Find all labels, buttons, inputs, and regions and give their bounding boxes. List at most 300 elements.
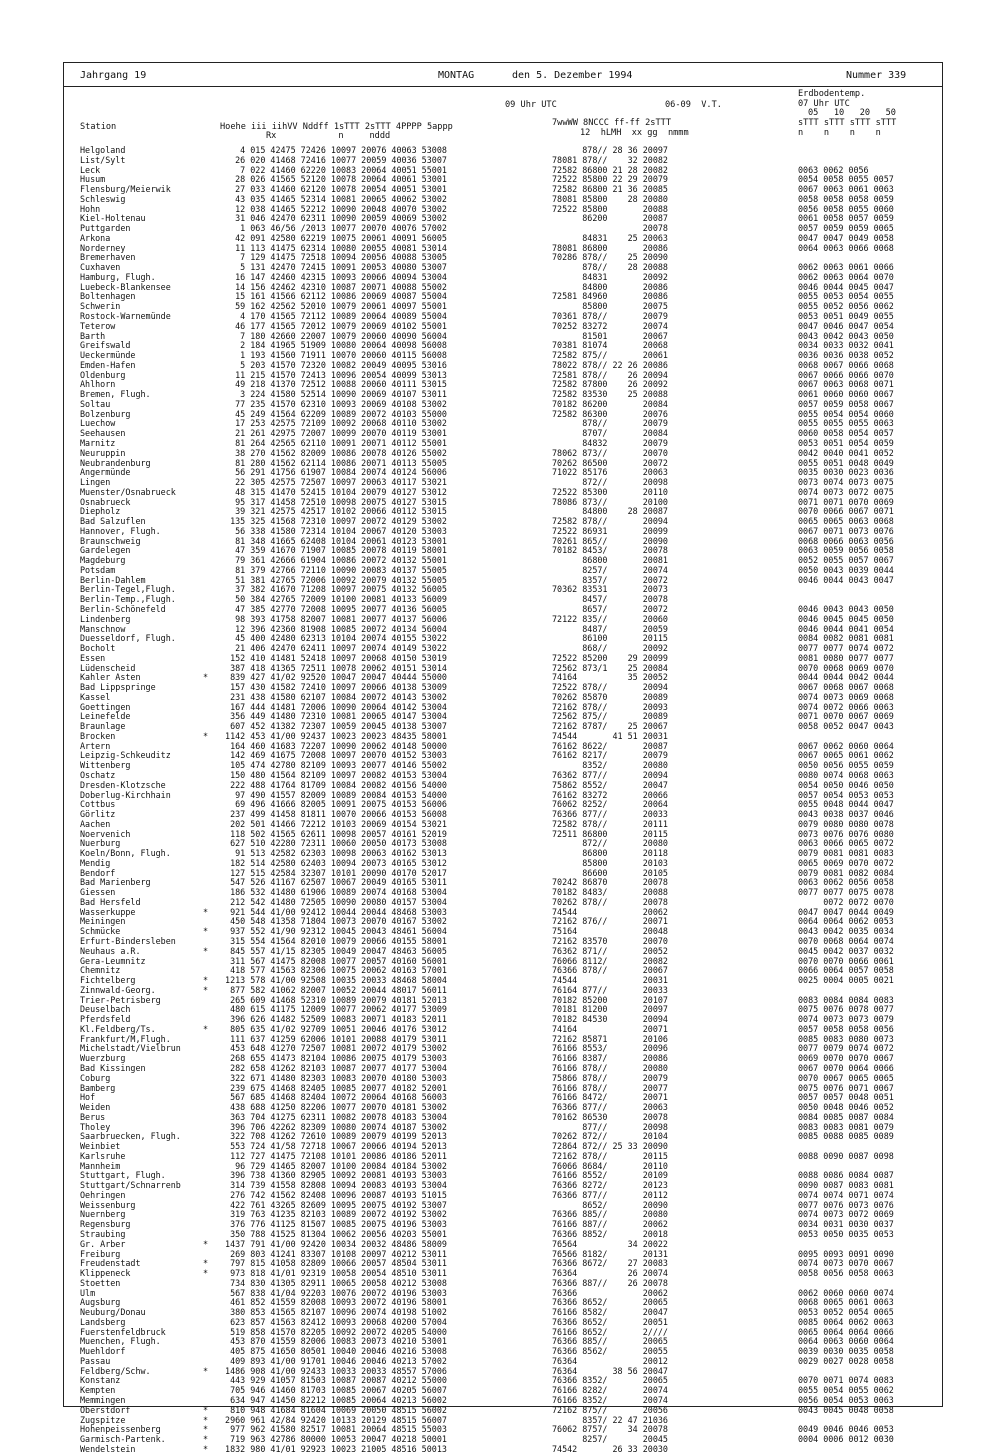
soil-values: 0043 0045 0048 0058 xyxy=(798,1404,894,1415)
soil-values: 0088 0086 0084 0087 xyxy=(798,1170,894,1181)
soil-values: 0067 0070 0064 0066 xyxy=(798,1062,894,1073)
soil-values: 0080 0074 0068 0063 xyxy=(798,770,894,780)
station-name: Teterow xyxy=(80,320,116,331)
synop-values: 567 685 41468 82404 10072 20064 40168 56003 xyxy=(220,1092,447,1103)
soil-values: 0084 0082 0081 0081 xyxy=(798,633,894,644)
synop-values: 38 270 41562 82009 10086 20078 40126 55002 xyxy=(220,447,447,458)
synop-values: 409 893 41/00 91701 10046 20046 40213 57002 xyxy=(220,1355,447,1366)
soil-values: 0055 0055 0055 0063 xyxy=(798,418,894,429)
synop-values: 105 474 42780 82109 10093 20077 40146 55002 xyxy=(220,760,447,771)
station-name: Emden-Hafen xyxy=(80,359,136,370)
soil-values: 0043 0038 0037 0046 xyxy=(798,809,894,820)
obs-values: 72522 85800 22 29 20079 xyxy=(552,174,668,185)
soil-values: 0046 0043 0043 0050 xyxy=(798,603,894,614)
synop-values: 59 162 42562 52010 10079 20061 40097 55001 xyxy=(220,301,447,312)
station-name: Osnabrueck xyxy=(80,496,131,507)
soil-values: 0025 0004 0005 0021 xyxy=(798,975,894,986)
synop-values: 112 727 41475 72108 10101 20086 40186 52011 xyxy=(220,1150,447,1161)
synop-values: 37 382 41670 71208 10097 20075 40132 56005 xyxy=(220,584,447,595)
obs-values: 76366 877// 20112 xyxy=(552,1189,668,1200)
synop-values: 50 384 42765 72009 10100 20081 40133 56009 xyxy=(220,594,447,605)
station-flag xyxy=(203,1376,213,1386)
soil-values: 0071 0070 0067 0069 xyxy=(798,711,894,722)
issue-number: Nummer 339 xyxy=(846,70,907,81)
obs-values: 76166 878// 20077 xyxy=(552,1082,668,1093)
obs-values: 72522 85300 20110 xyxy=(552,486,668,497)
station-flag xyxy=(203,478,213,488)
station-flag: * xyxy=(203,984,209,995)
station-name: Weiden xyxy=(80,1102,111,1113)
synop-values: 1 193 41560 71911 10070 20060 40115 56008 xyxy=(220,350,447,361)
station-flag xyxy=(203,556,213,566)
station-flag xyxy=(203,1337,213,1347)
soil-values xyxy=(798,1445,938,1455)
station-flag xyxy=(203,468,213,478)
station-flag xyxy=(203,1328,213,1338)
station-flag xyxy=(203,1318,213,1328)
obs-values: 72162 8787/ 25 20067 xyxy=(552,721,668,732)
station-name: Wendelstein xyxy=(80,1443,136,1454)
soil-values: 0070 0071 0074 0083 xyxy=(798,1375,894,1386)
soil-values: 0067 0063 0061 0063 xyxy=(798,184,894,195)
station-name: Norderney xyxy=(80,242,126,253)
station-flag xyxy=(203,1220,213,1230)
obs-values: 76366 8652/ 20065 xyxy=(552,1297,668,1308)
station-flag xyxy=(203,849,213,859)
obs-values: 70182 84530 20094 xyxy=(552,1014,668,1025)
synop-values: 14 156 42462 42310 10087 20071 40088 55002 xyxy=(220,281,447,292)
soil-values: 0064 0064 0062 0053 xyxy=(798,916,894,927)
synop-values: 135 325 41568 72310 10097 20072 40129 53002 xyxy=(220,516,447,527)
synop-subheader: Rx n nddd xyxy=(266,131,391,141)
synop-values: 7 180 42660 22007 10079 20060 40090 56004 xyxy=(220,330,447,341)
station-name: Feldberg/Schw. xyxy=(80,1365,151,1376)
synop-values: 705 946 41460 81703 10085 20067 40205 56007 xyxy=(220,1385,447,1396)
soil-values: 0058 0052 0047 0043 xyxy=(798,721,894,732)
station-flag xyxy=(203,1201,213,1211)
station-flag xyxy=(203,1044,213,1054)
obs-values: 76366 877// 20033 xyxy=(552,809,668,820)
station-flag xyxy=(203,625,213,635)
station-name: Schleswig xyxy=(80,193,126,204)
obs-values: 76366 8672/ 27 20083 xyxy=(552,1258,668,1269)
station-name: Klippeneck xyxy=(80,1268,131,1279)
station-name: Bad Marienberg xyxy=(80,877,151,888)
soil-values: 0067 0062 0060 0064 xyxy=(798,740,894,751)
station-name: Freiburg xyxy=(80,1248,121,1259)
soil-time-header: 07 Uhr UTC xyxy=(798,99,850,109)
soil-values: 0062 0063 0064 0070 xyxy=(798,271,894,282)
synop-values: 182 514 42580 62403 10094 20073 40165 53012 xyxy=(220,857,447,868)
station-name: Kiel-Holtenau xyxy=(80,213,146,224)
year-label: Jahrgang 19 xyxy=(80,70,147,81)
obs-values: 72582 83530 25 20088 xyxy=(552,389,668,400)
obs-values: 8257/ 20074 xyxy=(552,564,668,575)
soil-values: 0034 0033 0032 0041 xyxy=(798,340,894,351)
station-name: Lindenberg xyxy=(80,613,131,624)
station-flag xyxy=(203,205,213,215)
soil-values: 0070 0068 0064 0074 xyxy=(798,936,894,947)
station-name: Leinefelde xyxy=(80,711,131,722)
station-flag: * xyxy=(203,1404,209,1415)
soil-values: 0063 0066 0065 0072 xyxy=(798,838,894,849)
station-name: Bolzenburg xyxy=(80,408,131,419)
synop-values: 237 499 41458 81811 10070 20066 40153 56008 xyxy=(220,809,447,820)
soil-values: 0056 0054 0053 0063 xyxy=(798,1395,894,1405)
obs-values: 76166 887// 20062 xyxy=(552,1219,668,1230)
soil-values: 0050 0056 0055 0059 xyxy=(798,760,894,771)
station-name: Memmingen xyxy=(80,1395,126,1405)
station-flag xyxy=(203,585,213,595)
soil-values: 0055 0053 0054 0055 xyxy=(798,291,894,302)
synop-columns-header: Hoehe iii iihVV Nddff 1sTTT 2sTTT 4PPPP 5appp xyxy=(220,122,453,132)
station-flag xyxy=(203,537,213,547)
station-name: Bad Kissingen xyxy=(80,1062,146,1073)
period-header: 06-09 V.T. xyxy=(665,100,722,110)
synop-values: 623 857 41563 82412 10093 20068 40200 57004 xyxy=(220,1316,447,1327)
station-name: Fuerstenfeldbruck xyxy=(80,1326,166,1337)
station-flag xyxy=(203,166,213,176)
station-name: Husum xyxy=(80,174,106,185)
station-flag xyxy=(203,693,213,703)
station-name: Berlin-Temp.,Flugh. xyxy=(80,594,176,605)
station-name: Frankfurt/M,Flugh. xyxy=(80,1033,171,1044)
synop-values: 17 253 42575 72109 10092 20068 40110 53002 xyxy=(220,418,447,429)
station-name: Duesseldorf, Flugh. xyxy=(80,633,176,644)
station-name: Ulm xyxy=(80,1287,96,1298)
obs-values: 70262 872// 20104 xyxy=(552,1131,668,1142)
station-flag xyxy=(203,576,213,586)
obs-values: 78081 878// 32 20082 xyxy=(552,154,668,165)
soil-values: 0053 0051 0054 0059 xyxy=(798,437,894,448)
soil-values: 0064 0063 0060 0064 xyxy=(798,1336,894,1347)
obs-values: 70252 83272 20074 xyxy=(552,320,668,331)
station-flag xyxy=(203,185,213,195)
soil-values: 0053 0050 0035 0053 xyxy=(798,1228,894,1239)
station-flag: * xyxy=(203,1268,209,1279)
soil-columns-header: sTTT sTTT sTTT sTTT xyxy=(798,118,897,128)
obs-values: 72581 84960 20086 xyxy=(552,291,668,302)
station-name: Leck xyxy=(80,164,101,175)
station-name: Gera-Leumnitz xyxy=(80,955,146,966)
station-flag xyxy=(203,605,213,615)
station-flag xyxy=(203,712,213,722)
soil-values: 0088 0090 0087 0098 xyxy=(798,1150,894,1161)
synop-values: 322 708 41262 72610 10089 20079 40199 52013 xyxy=(220,1131,447,1142)
obs-values: 76366 887// 26 20078 xyxy=(552,1277,668,1288)
synop-values: 26 020 41468 72416 10077 20059 40036 53007 xyxy=(220,154,447,165)
synop-values: 96 729 41465 82007 10100 20084 40184 53002 xyxy=(220,1160,447,1171)
synop-values: 314 739 41558 82808 10094 20083 40193 53004 xyxy=(220,1180,447,1191)
synop-values: 973 818 41/01 92319 10058 20054 48510 53011 xyxy=(220,1268,447,1279)
station-flag xyxy=(203,703,213,713)
station-name: Oschatz xyxy=(80,770,116,780)
station-name: Soltau xyxy=(80,398,111,409)
obs-values: 8657/ 20072 xyxy=(552,603,668,614)
station-name: Braunschweig xyxy=(80,535,141,546)
station-name: Boltenhagen xyxy=(80,291,136,302)
soil-values: 0057 0054 0053 0053 xyxy=(798,789,894,800)
synop-values: 164 460 41683 72207 10090 20062 40148 50000 xyxy=(220,740,447,751)
obs-values: 76166 8387/ 20086 xyxy=(552,1053,668,1064)
synop-values: 396 738 41360 82905 10092 20081 40193 53003 xyxy=(220,1170,447,1181)
obs-values: 76366 877// 20063 xyxy=(552,1102,668,1113)
station-flag xyxy=(203,878,213,888)
soil-values: 0068 0067 0066 0068 xyxy=(798,359,894,370)
soil-values: 0062 0060 0060 0074 xyxy=(798,1287,894,1298)
soil-values: 0073 0074 0073 0075 xyxy=(798,477,894,488)
synop-values: 167 444 41481 72006 10090 20064 40142 53004 xyxy=(220,701,447,712)
soil-values: 0057 0059 0058 0067 xyxy=(798,398,894,409)
station-name: Koeln/Bonn, Flugh. xyxy=(80,848,171,859)
station-flag xyxy=(203,1142,213,1152)
station-flag xyxy=(203,1162,213,1172)
station-flag: * xyxy=(203,906,209,917)
soil-values: 0046 0044 0043 0047 xyxy=(798,574,894,585)
soil-values: 0055 0054 0055 0062 xyxy=(798,1385,894,1396)
synop-values: 269 803 41241 83307 10108 20097 40212 53011 xyxy=(220,1248,447,1259)
synop-values: 839 427 41/02 92520 10047 20047 40444 55000 xyxy=(220,672,447,683)
station-name: Kahler Asten xyxy=(80,672,141,683)
station-flag xyxy=(203,1113,213,1123)
station-flag xyxy=(203,1308,213,1318)
obs-values: 76166 8552/ 20109 xyxy=(552,1170,668,1181)
station-name: Kempten xyxy=(80,1385,116,1396)
synop-values: 4 170 41565 72112 10089 20064 40089 55004 xyxy=(220,311,447,322)
soil-values: 0068 0065 0061 0063 xyxy=(798,1297,894,1308)
synop-values: 95 317 41458 72510 10098 20075 40127 53015 xyxy=(220,496,447,507)
station-name: Muenster/Osnabrueck xyxy=(80,486,176,497)
obs-values: 72162 875// 20056 xyxy=(552,1404,668,1415)
station-flag xyxy=(203,810,213,820)
soil-values: 0077 0077 0075 0078 xyxy=(798,887,894,898)
station-flag xyxy=(203,615,213,625)
station-name: Bremerhaven xyxy=(80,252,136,263)
synop-values: 1142 453 41/00 92437 10023 20023 48435 58001 xyxy=(220,730,447,741)
obs-values: 76366 8562/ 20055 xyxy=(552,1346,668,1357)
soil-values: 0079 0081 0082 0084 xyxy=(798,867,894,878)
station-name: Schmücke xyxy=(80,926,121,937)
soil-values: 0053 0052 0054 0065 xyxy=(798,1307,894,1318)
obs-values: 72162 85871 20106 xyxy=(552,1033,668,1044)
obs-values: 878// 20079 xyxy=(552,418,668,429)
obs-values: 76366 885// 20065 xyxy=(552,1336,668,1347)
soil-values: 0034 0031 0030 0037 xyxy=(798,1219,894,1230)
station-flag xyxy=(203,820,213,830)
soil-values: 0063 0062 0056 0058 xyxy=(798,877,894,888)
synop-values: 11 113 41475 62314 10080 20055 40081 53014 xyxy=(220,242,447,253)
obs-values: 70262 85870 20089 xyxy=(552,691,668,702)
station-flag xyxy=(203,488,213,498)
synop-values: 28 026 41565 52120 10078 20064 40061 53001 xyxy=(220,174,447,185)
station-name: Muehldorf xyxy=(80,1346,126,1357)
station-name: Arkona xyxy=(80,232,111,243)
station-name: Nuerburg xyxy=(80,838,121,849)
soil-values: 0077 0077 0074 0072 xyxy=(798,643,894,654)
station-name: Berlin-Tegel,Flugh. xyxy=(80,584,176,595)
soil-values: 0052 0055 0057 0067 xyxy=(798,555,894,566)
station-name: Neubrandenburg xyxy=(80,457,151,468)
station-flag xyxy=(203,1103,213,1113)
obs-values: 8457/ 20078 xyxy=(552,594,668,605)
soil-values: 0065 0064 0064 0066 xyxy=(798,1326,894,1337)
soil-values: 0079 0081 0081 0083 xyxy=(798,848,894,859)
obs-values: 78086 873// 20100 xyxy=(552,496,668,507)
soil-values: 0083 0083 0081 0079 xyxy=(798,1121,894,1132)
station-name: Karlsruhe xyxy=(80,1150,126,1161)
station-name: Luechow xyxy=(80,418,116,429)
obs-values: 72162 876// 20071 xyxy=(552,916,668,927)
synop-values: 12 038 41465 52212 10090 20048 40070 53002 xyxy=(220,203,447,214)
synop-values: 186 532 41480 61906 10089 20074 40168 53004 xyxy=(220,887,447,898)
soil-values: 0062 0063 0061 0066 xyxy=(798,262,894,273)
station-name: Landsberg xyxy=(80,1316,126,1327)
station-flag: * xyxy=(203,1443,209,1454)
synop-values: 212 542 41480 72505 10090 20080 40157 53004 xyxy=(220,896,447,907)
soil-values: 0071 0071 0070 0069 xyxy=(798,496,894,507)
soil-values: 0074 0072 0066 0063 xyxy=(798,701,894,712)
station-name: Garmisch-Partenk. xyxy=(80,1434,166,1445)
station-flag xyxy=(203,1279,213,1289)
station-flag xyxy=(203,839,213,849)
soil-values: 0060 0058 0054 0057 xyxy=(798,428,894,439)
synop-values: 461 852 41559 82008 10093 20072 40196 58001 xyxy=(220,1297,447,1308)
obs-values: 76166 8352/ 20074 xyxy=(552,1395,668,1405)
soil-values: 0067 0071 0073 0076 xyxy=(798,525,894,536)
obs-values: 76364 26 20074 xyxy=(552,1268,668,1279)
obs-values: 72562 873/1 25 20084 xyxy=(552,662,668,673)
synop-values: 311 567 41475 82008 10077 20057 40160 56001 xyxy=(220,955,447,966)
station-flag xyxy=(203,1064,213,1074)
synop-values: 519 858 41570 82205 10092 20072 40205 54000 xyxy=(220,1326,447,1337)
synop-values: 39 321 42575 42517 10102 20066 40112 53015 xyxy=(220,506,447,517)
synop-values: 380 853 41565 82107 10096 20074 40198 51002 xyxy=(220,1307,447,1318)
station-flag: * xyxy=(203,730,209,741)
station-flag xyxy=(203,771,213,781)
synop-values: 319 763 41235 82103 10089 20072 40192 53002 xyxy=(220,1209,447,1220)
obs-values: 76362 871// 20052 xyxy=(552,945,668,956)
station-flag xyxy=(203,1386,213,1396)
synop-values: 396 626 41482 52509 10083 20071 40183 52011 xyxy=(220,1014,447,1025)
station-name: Tholey xyxy=(80,1121,111,1132)
synop-values: 438 688 41250 82206 10077 20070 40181 53002 xyxy=(220,1102,447,1113)
station-name: Ahlhorn xyxy=(80,379,116,390)
obs-values: 86800 20118 xyxy=(552,848,668,859)
station-flag xyxy=(203,449,213,459)
synop-values: 396 706 42262 82309 10080 20074 40187 53002 xyxy=(220,1121,447,1132)
soil-values: 0064 0063 0066 0068 xyxy=(798,242,894,253)
obs-values: 76564 34 20022 xyxy=(552,1238,668,1249)
obs-values: 74164 35 20052 xyxy=(552,672,668,683)
synop-values: 845 557 41/15 82305 10049 20047 48463 56005 xyxy=(220,945,447,956)
soil-values: 0046 0044 0041 0054 xyxy=(798,623,894,634)
synop-values: 2960 961 42/84 92420 10133 20129 48515 56007 xyxy=(220,1414,447,1425)
synop-values: 51 381 42765 72006 10092 20079 40132 55005 xyxy=(220,574,447,585)
synop-values: 7 129 41475 72518 10094 20056 40088 53005 xyxy=(220,252,447,263)
station-flag xyxy=(203,1123,213,1133)
station-name: Stuttgart/Schnarrenb xyxy=(80,1180,181,1191)
station-name: Muenchen, Flugh. xyxy=(80,1336,161,1347)
soil-values: 0073 0076 0076 0080 xyxy=(798,828,894,839)
station-name: Neuruppin xyxy=(80,447,126,458)
soil-values: 0075 0076 0078 0077 xyxy=(798,1004,894,1015)
soil-values: 0055 0054 0054 0060 xyxy=(798,408,894,419)
soil-values: 0035 0030 0023 0036 xyxy=(798,467,894,478)
synop-values: 810 948 41684 81604 10069 20050 48515 56002 xyxy=(220,1404,447,1415)
obs-values: 70182 8453/ 20078 xyxy=(552,545,668,556)
station-name: Oldenburg xyxy=(80,369,126,380)
obs-values: 878// 28 36 20097 xyxy=(552,145,668,155)
station-flag xyxy=(203,244,213,254)
soil-values: 0069 0070 0070 0067 xyxy=(798,1053,894,1064)
soil-values: 0039 0030 0035 0058 xyxy=(798,1346,894,1357)
station-flag: * xyxy=(203,1365,209,1376)
obs-values: 78022 878// 22 26 20086 xyxy=(552,359,668,370)
obs-values: 76166 8582/ 20047 xyxy=(552,1307,668,1318)
soil-values: 0077 0076 0073 0076 xyxy=(798,1199,894,1210)
station-name: Seehausen xyxy=(80,428,126,439)
mountain-flag-column xyxy=(203,146,213,1455)
synop-values: 5 203 41570 72320 10082 20049 40095 53016 xyxy=(220,359,447,370)
synop-values: 553 724 41/58 72718 10067 20066 40194 52013 xyxy=(220,1141,447,1152)
synop-values: 921 544 41/00 92412 10044 20044 48468 53003 xyxy=(220,906,447,917)
station-name: Giessen xyxy=(80,887,116,898)
station-name: Augsburg xyxy=(80,1297,121,1308)
synop-values: 418 577 41563 82306 10075 20062 40163 57001 xyxy=(220,965,447,976)
soil-values: 0074 0073 0070 0067 xyxy=(798,1258,894,1269)
obs-values: 76062 8252/ 20064 xyxy=(552,799,668,810)
soil-values: 0070 0068 0069 0070 xyxy=(798,662,894,673)
station-name: Magdeburg xyxy=(80,555,126,566)
station-flag xyxy=(203,957,213,967)
soil-values: 0055 0052 0056 0062 xyxy=(798,301,894,312)
station-flag: * xyxy=(203,1258,209,1269)
obs-values: 75164 20048 xyxy=(552,926,668,937)
station-name: Hohenpeissenberg xyxy=(80,1424,161,1435)
obs-values: 70361 878// 20079 xyxy=(552,311,668,322)
synop-values: 45 249 41564 62209 10089 20072 40103 55000 xyxy=(220,408,447,419)
synop-values: 450 548 41358 71804 10073 20070 40167 53002 xyxy=(220,916,447,927)
synop-values: 202 501 41466 72212 10103 20069 40154 53021 xyxy=(220,818,447,829)
synop-values: 127 515 42584 32307 10101 20090 40170 52017 xyxy=(220,867,447,878)
synop-values: 157 430 41582 72410 10097 20066 40138 53009 xyxy=(220,682,447,693)
station-flag xyxy=(203,361,213,371)
obs-values: 76166 878// 20080 xyxy=(552,1062,668,1073)
obs-values: 75862 8552/ 20047 xyxy=(552,779,668,790)
obs-values: 72162 878// 20115 xyxy=(552,1150,668,1161)
soil-values: 0068 0066 0063 0056 xyxy=(798,535,894,546)
synop-values: 21 261 42975 72007 10099 20070 40119 53001 xyxy=(220,428,447,439)
station-name: Trier-Petrisberg xyxy=(80,994,161,1005)
station-name: Schwerin xyxy=(80,301,121,312)
obs-values: 877// 20098 xyxy=(552,1121,668,1132)
obs-values: 70262 878// 20078 xyxy=(552,896,668,907)
soil-values: 0061 0058 0057 0059 xyxy=(798,213,894,224)
station-flag: * xyxy=(203,1434,209,1445)
soil-values: 0077 0079 0074 0072 xyxy=(798,1043,894,1054)
station-name: Deuselbach xyxy=(80,1004,131,1015)
station-name: Cuxhaven xyxy=(80,262,121,273)
synop-values: 43 035 41465 52314 10081 20065 40062 53002 xyxy=(220,193,447,204)
station-flag xyxy=(203,351,213,361)
station-flag xyxy=(203,654,213,664)
obs-values: 70182 8483/ 20088 xyxy=(552,887,668,898)
soil-values: 0074 0073 0072 0075 xyxy=(798,486,894,497)
station-flag: * xyxy=(203,945,209,956)
obs-values: 76566 8182/ 20131 xyxy=(552,1248,668,1259)
station-name: Noervenich xyxy=(80,828,131,839)
station-name: Bamberg xyxy=(80,1082,116,1093)
